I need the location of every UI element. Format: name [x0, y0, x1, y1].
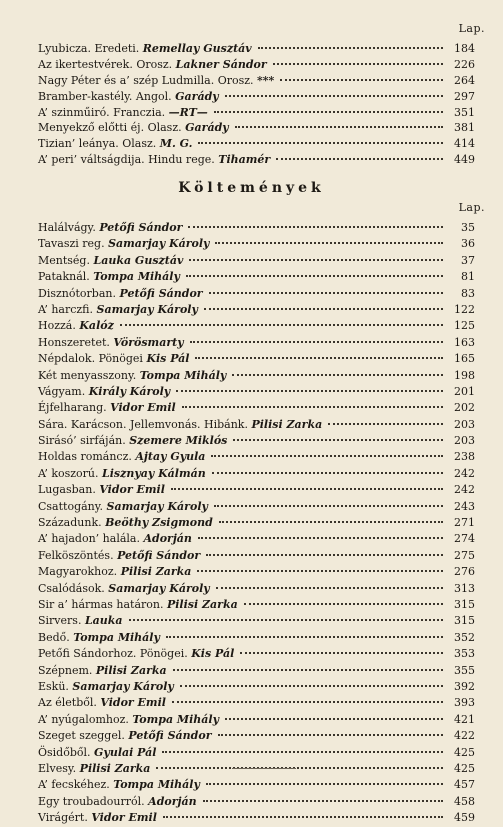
dot-leader — [225, 89, 443, 97]
entry-author: Pilisi Zarka — [95, 663, 167, 677]
index-entry — [38, 221, 475, 237]
entry-author: Lauka Gusztáv — [93, 253, 184, 267]
dot-leader — [163, 810, 443, 818]
dot-leader — [162, 745, 443, 753]
index-entry — [38, 631, 475, 647]
poem-entries-list — [38, 221, 475, 827]
entry-author: Vidor Emil — [99, 483, 165, 497]
index-entry — [38, 811, 475, 827]
dot-leader — [212, 466, 443, 474]
entry-title: Honszeretet. — [38, 335, 110, 349]
index-entry — [38, 795, 475, 811]
index-entry — [38, 153, 475, 169]
entry-author: Vidor Emil — [100, 696, 166, 710]
entry-author: Samarjay Károly — [72, 679, 174, 693]
index-entry — [38, 467, 475, 483]
entry-title: Csalódások. — [38, 581, 105, 595]
dot-leader — [172, 695, 443, 703]
entry-author: Petőfi Sándor — [119, 286, 203, 300]
entry-author: Ajtay Gyula — [135, 450, 206, 464]
index-entry — [38, 58, 475, 74]
dot-leader — [280, 73, 443, 81]
entry-author: Király Károly — [88, 384, 171, 398]
entry-author: Vidor Emil — [91, 811, 157, 825]
dot-leader — [166, 630, 443, 638]
index-entry — [38, 696, 475, 712]
entry-page-number: 276 — [454, 565, 475, 579]
entry-title: Lugasban. — [38, 483, 96, 497]
entry-author: Tompa Mihály — [73, 630, 160, 644]
entry-page-number: 198 — [454, 368, 475, 382]
entry-author: Vörösmarty — [113, 335, 184, 349]
entry-page-number: 243 — [454, 499, 475, 513]
dot-leader — [189, 253, 443, 261]
index-entry — [38, 270, 475, 286]
dot-leader — [204, 302, 443, 310]
entry-author: Pilisi Zarka — [79, 761, 151, 775]
entry-author: Petőfi Sándor — [128, 729, 212, 743]
entry-page-number: 264 — [454, 73, 475, 87]
index-entry — [38, 500, 475, 516]
entry-title: Az ikertestvérek. Orosz. — [38, 57, 173, 71]
index-entry — [38, 729, 475, 745]
page-column-label-poems: Lap. — [458, 201, 485, 214]
entry-page-number: 422 — [454, 729, 475, 743]
entry-page-number: 315 — [454, 597, 475, 611]
entry-title: Tavaszi reg. — [38, 237, 105, 251]
dot-leader — [233, 433, 443, 441]
index-entry — [38, 565, 475, 581]
entry-title: Bedő. — [38, 630, 70, 644]
closing-rule — [232, 768, 296, 769]
index-entry — [38, 582, 475, 598]
entry-page-number: 315 — [454, 614, 475, 628]
entry-author: Pilisi Zarka — [120, 565, 192, 579]
index-entry — [38, 713, 475, 729]
entry-page-number: 457 — [454, 778, 475, 792]
dot-leader — [219, 515, 443, 523]
index-entry — [38, 385, 475, 401]
entry-title: Disznótorban. — [38, 286, 116, 300]
entry-page-number: 275 — [454, 548, 475, 562]
index-entry — [38, 680, 475, 696]
prose-entries-list — [38, 42, 475, 169]
dot-leader — [203, 794, 443, 802]
index-entry — [38, 90, 475, 106]
entry-author: Adorján — [143, 532, 192, 546]
entry-page-number: 81 — [461, 270, 475, 284]
entry-title: Sirvers. — [38, 614, 82, 628]
dot-leader — [186, 269, 443, 277]
index-entry — [38, 434, 475, 450]
entry-title: Felköszöntés. — [38, 548, 114, 562]
entry-author: *** — [257, 73, 275, 87]
entry-page-number: 125 — [454, 319, 475, 333]
dot-leader — [190, 335, 443, 343]
dot-leader — [198, 531, 443, 539]
entry-author: Samarjay Károly — [108, 581, 210, 595]
dot-leader — [235, 120, 443, 128]
entry-title: A’ peri’ váltságdija. Hindu rege. — [38, 153, 215, 167]
entry-author: Beöthy Zsigmond — [105, 516, 213, 530]
entry-title: Holdas románcz. — [38, 450, 132, 464]
entry-author: Garády — [185, 121, 229, 135]
entry-page-number: 202 — [454, 401, 475, 415]
index-entry — [38, 303, 475, 319]
index-entry — [38, 319, 475, 335]
index-entry — [38, 352, 475, 368]
index-entry — [38, 121, 475, 137]
entry-title: Pataknál. — [38, 270, 90, 284]
entry-title: A’ koszorú. — [38, 466, 99, 480]
index-entry — [38, 74, 475, 90]
entry-title: A’ harczfi. — [38, 302, 94, 316]
entry-page-number: 203 — [454, 417, 475, 431]
entry-page-number: 242 — [454, 483, 475, 497]
entry-title: Sirásó’ sirfáján. — [38, 434, 126, 448]
dot-leader — [244, 597, 443, 605]
entry-page-number: 35 — [461, 221, 475, 234]
entry-author: Samarjay Károly — [96, 302, 198, 316]
index-entry — [38, 516, 475, 532]
index-entry — [38, 42, 475, 58]
entry-page-number: 203 — [454, 434, 475, 448]
entry-page-number: 274 — [454, 532, 475, 546]
entry-author: Szemere Miklós — [129, 434, 228, 448]
entry-title: Népdalok. Pönögei — [38, 352, 143, 366]
entry-author: Tompa Mihály — [139, 368, 227, 382]
entry-author: Kalóz — [79, 319, 114, 333]
entry-page-number: 165 — [454, 352, 475, 366]
entry-author: Tompa Mihály — [132, 712, 219, 726]
index-entry — [38, 664, 475, 680]
entry-author: Pilisi Zarka — [166, 597, 238, 611]
index-entry — [38, 532, 475, 548]
index-entry — [38, 549, 475, 565]
dot-leader — [240, 646, 443, 654]
entry-author: —RT— — [168, 105, 208, 119]
section-title: Költemények — [178, 180, 325, 196]
entry-page-number: 297 — [454, 89, 475, 103]
entry-page-number: 381 — [454, 121, 475, 135]
entry-author: Tihamér — [218, 153, 271, 167]
entry-title: A’ hajadon’ halála. — [38, 532, 140, 546]
entry-title: Magyarokhoz. — [38, 565, 118, 579]
entry-title: A’ fecskéhez. — [38, 778, 110, 792]
dot-leader — [218, 728, 444, 736]
dot-leader — [216, 581, 443, 589]
entry-title: Petőfi Sándorhoz. Pönögei. — [38, 647, 188, 661]
dot-leader — [225, 712, 443, 720]
entry-title: Nagy Péter és a’ szép Ludmilla. Orosz. — [38, 73, 254, 87]
entry-page-number: 313 — [454, 581, 475, 595]
entry-page-number: 163 — [454, 335, 475, 349]
index-entry — [38, 647, 475, 663]
entry-title: Sára. Karácson. Jellemvonás. Hibánk. — [38, 417, 248, 431]
dot-leader — [156, 761, 443, 769]
entry-page-number: 425 — [454, 761, 475, 775]
entry-page-number: 425 — [454, 745, 475, 759]
index-entry — [38, 483, 475, 499]
entry-author: Lakner Sándor — [175, 57, 267, 71]
entry-author: Tompa Mihály — [113, 778, 200, 792]
entry-page-number: 36 — [461, 237, 475, 251]
entry-title: Eskü. — [38, 679, 69, 693]
entry-page-number: 201 — [454, 384, 475, 398]
index-entry — [38, 450, 475, 466]
entry-page-number: 421 — [454, 712, 475, 726]
entry-page-number: 459 — [454, 811, 475, 825]
dot-leader — [171, 482, 443, 490]
dot-leader — [276, 152, 443, 160]
index-entry — [38, 778, 475, 794]
entry-title: Sir a’ hármas határon. — [38, 597, 164, 611]
index-entry — [38, 746, 475, 762]
index-entry — [38, 254, 475, 270]
entry-page-number: 83 — [461, 286, 475, 300]
entry-title: Szeget szeggel. — [38, 729, 125, 743]
dot-leader — [328, 417, 443, 425]
entry-page-number: 226 — [454, 57, 475, 71]
entry-author: Samarjay Károly — [108, 237, 210, 251]
entry-title: Egy troubadourról. — [38, 794, 145, 808]
entry-page-number: 242 — [454, 466, 475, 480]
dot-leader — [215, 236, 443, 244]
dot-leader — [206, 548, 443, 556]
entry-page-number: 351 — [454, 105, 475, 119]
entry-title: Századunk. — [38, 516, 102, 530]
page-column-label-top: Lap. — [458, 22, 485, 35]
entry-title: Az életből. — [38, 696, 97, 710]
entry-page-number: 449 — [454, 153, 475, 167]
entry-title: Szépnem. — [38, 663, 93, 677]
dot-leader — [273, 57, 443, 65]
entry-author: Adorján — [148, 794, 197, 808]
entry-author: Lauka — [84, 614, 123, 628]
dot-leader — [206, 777, 443, 785]
dot-leader — [209, 286, 443, 294]
entry-title: Bramber-kastély. Angol. — [38, 89, 172, 103]
entry-title: Vágyam. — [38, 384, 86, 398]
entry-title: Hozzá. — [38, 319, 76, 333]
entry-author: Samarjay Károly — [106, 499, 208, 513]
dot-leader — [120, 318, 443, 326]
index-entry — [38, 369, 475, 385]
index-entry — [38, 418, 475, 434]
dot-leader — [129, 613, 443, 621]
entry-page-number: 393 — [454, 696, 475, 710]
index-entry — [38, 106, 475, 122]
entry-author: Tompa Mihály — [93, 270, 180, 284]
index-entry — [38, 137, 475, 153]
entry-title: A’ szinműiró. Franczia. — [38, 105, 166, 119]
entry-title: Csattogány. — [38, 499, 104, 513]
dot-leader — [211, 449, 443, 457]
entry-title: Elvesy. — [38, 761, 77, 775]
dot-leader — [182, 400, 443, 408]
entry-author: Gyulai Pál — [94, 745, 157, 759]
entry-author: Petőfi Sándor — [99, 221, 183, 234]
entry-author: Garády — [175, 89, 219, 103]
dot-leader — [197, 564, 443, 572]
entry-author: Vidor Emil — [110, 401, 176, 415]
entry-page-number: 271 — [454, 516, 475, 530]
index-entry — [38, 237, 475, 253]
index-entry — [38, 401, 475, 417]
index-entry — [38, 598, 475, 614]
entry-author: Kis Pál — [191, 647, 235, 661]
dot-leader — [180, 679, 443, 687]
entry-title: Ösidőből. — [38, 745, 91, 759]
entry-title: Mentség. — [38, 253, 90, 267]
entry-page-number: 355 — [454, 663, 475, 677]
dot-leader — [176, 384, 443, 392]
entry-page-number: 353 — [454, 647, 475, 661]
index-entry — [38, 336, 475, 352]
entry-title: Két menyasszony. — [38, 368, 137, 382]
entry-author: Remellay Gusztáv — [142, 42, 252, 55]
entry-author: Kis Pál — [146, 352, 190, 366]
entry-page-number: 238 — [454, 450, 475, 464]
entry-title: Lyubicza. Eredeti. — [38, 42, 140, 55]
dot-leader — [214, 499, 443, 507]
entry-author: Pilisi Zarka — [251, 417, 323, 431]
dot-leader — [232, 368, 443, 376]
entry-author: M. G. — [159, 137, 193, 151]
entry-title: A’ nyúgalomhoz. — [38, 712, 129, 726]
entry-page-number: 122 — [454, 302, 475, 316]
entry-page-number: 184 — [454, 42, 475, 55]
entry-title: Éjfelharang. — [38, 401, 107, 415]
entry-author: Lisznyay Kálmán — [102, 466, 206, 480]
entry-page-number: 458 — [454, 794, 475, 808]
index-entry — [38, 287, 475, 303]
entry-title: Tizian’ leánya. Olasz. — [38, 137, 157, 151]
entry-page-number: 352 — [454, 630, 475, 644]
dot-leader — [258, 41, 443, 49]
index-entry — [38, 762, 475, 778]
dot-leader — [173, 663, 443, 671]
entry-page-number: 414 — [454, 137, 475, 151]
dot-leader — [214, 105, 443, 113]
dot-leader — [188, 220, 443, 228]
index-entry — [38, 614, 475, 630]
dot-leader — [198, 136, 443, 144]
entry-author: Petőfi Sándor — [117, 548, 201, 562]
entry-page-number: 37 — [461, 253, 475, 267]
entry-title: Halálvágy. — [38, 221, 96, 234]
entry-title: Menyekző előtti éj. Olasz. — [38, 121, 182, 135]
dot-leader — [195, 351, 443, 359]
entry-page-number: 392 — [454, 679, 475, 693]
entry-title: Virágért. — [38, 811, 88, 825]
